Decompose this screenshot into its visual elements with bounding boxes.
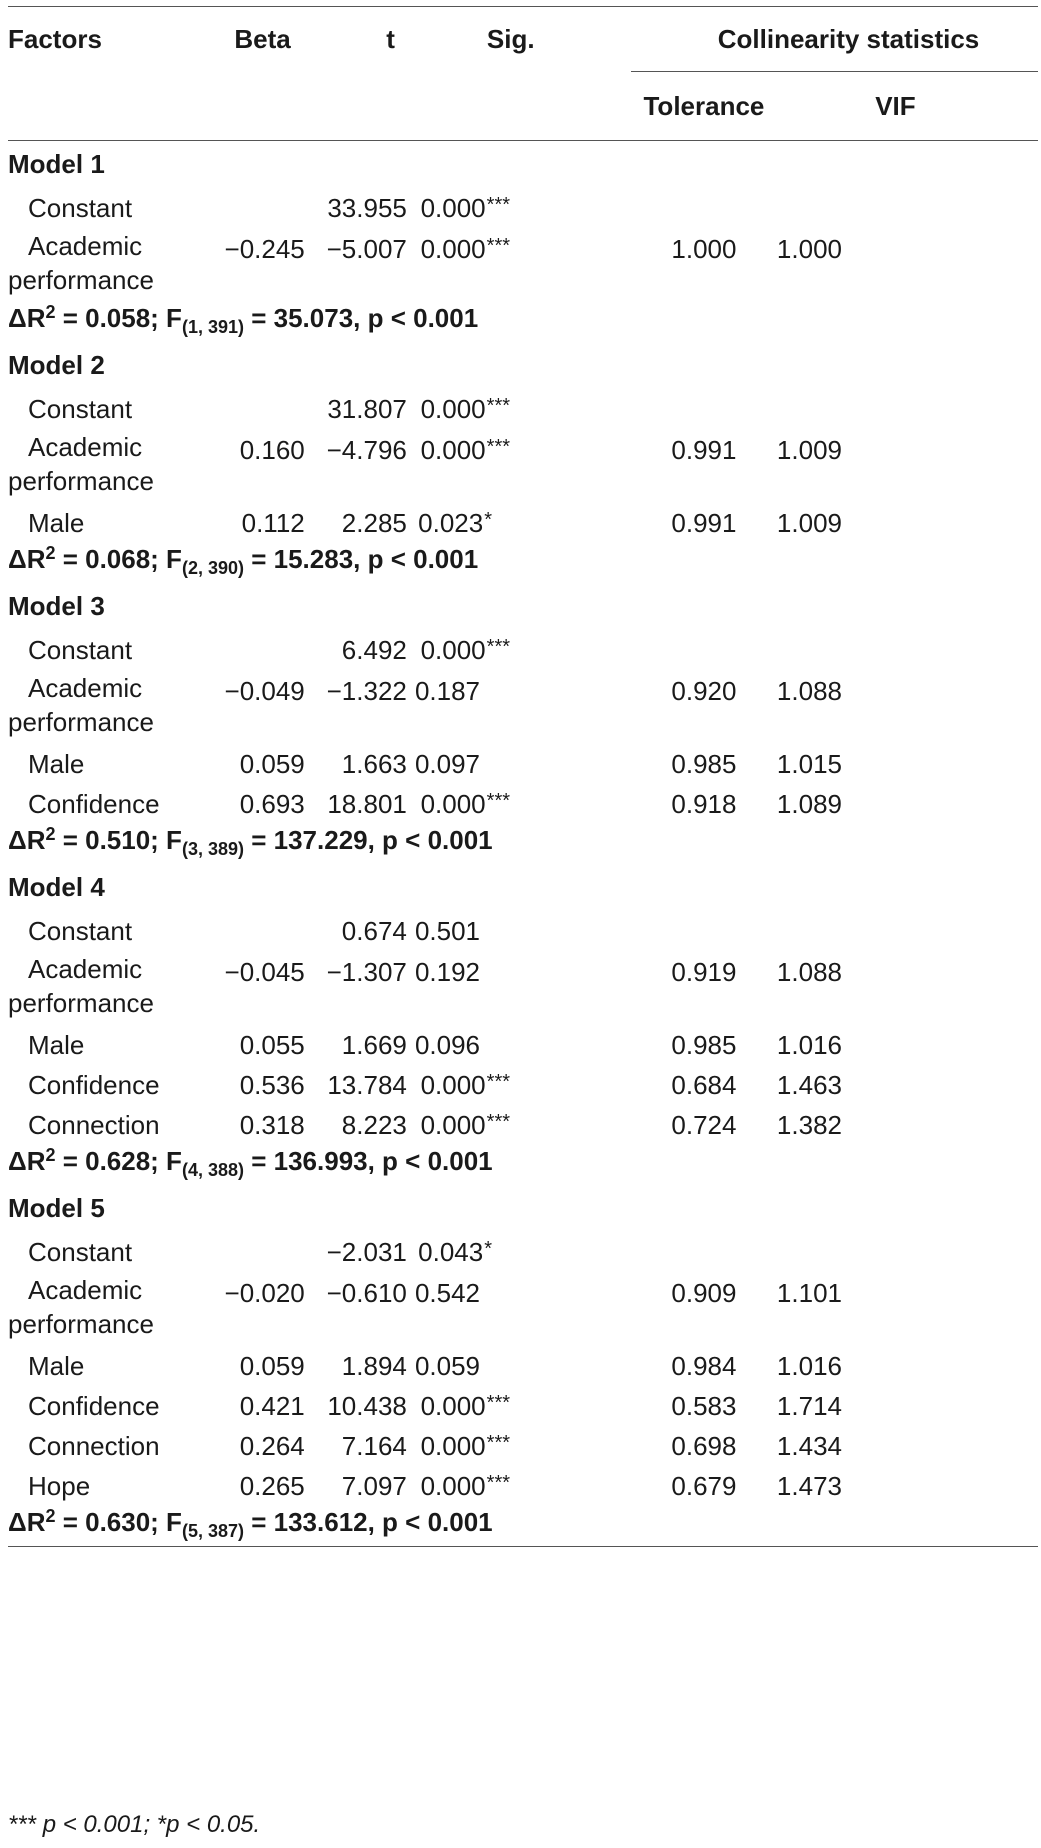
tolerance-cell <box>631 911 777 951</box>
t-cell: −1.307 <box>326 957 407 987</box>
model-title-row <box>8 583 1038 630</box>
model-title: Model 2 <box>8 350 105 380</box>
factor-cell <box>8 1105 200 1145</box>
r-squared-exponent: 2 <box>45 1145 56 1165</box>
significance-stars: *** <box>486 1391 511 1414</box>
sig-cell <box>407 951 631 1025</box>
model-title-row <box>8 1185 1038 1232</box>
table-row <box>8 670 1038 744</box>
table-row <box>8 744 1038 784</box>
factor-label: Male <box>28 1350 85 1381</box>
delta-r-label: ΔR <box>8 303 46 333</box>
vif-cell: 1.009 <box>776 507 842 538</box>
significance-stars: *** <box>486 635 511 658</box>
sig-value: 0.000 <box>420 393 486 424</box>
factor-label: Academic <box>28 432 143 462</box>
sig-value: 0.187 <box>414 676 481 706</box>
sig-value: 0.000 <box>420 234 486 264</box>
sig-value: 0.542 <box>414 1278 481 1308</box>
beta-cell: 0.318 <box>239 1109 305 1140</box>
sig-cell <box>407 503 631 543</box>
factor-label-continued: performance <box>8 265 154 295</box>
t-cell: −1.322 <box>326 676 407 706</box>
f-degrees-of-freedom: (5, 387) <box>181 1521 244 1541</box>
sig-cell <box>407 1025 631 1065</box>
tolerance-cell: 0.985 <box>671 748 737 779</box>
tolerance-cell: 0.985 <box>671 1029 737 1060</box>
beta-cell: 0.112 <box>241 507 305 538</box>
beta-cell <box>200 1232 305 1272</box>
vif-cell: 1.015 <box>776 748 842 779</box>
vif-cell: 1.101 <box>776 1278 842 1308</box>
t-cell: 2.285 <box>341 507 407 538</box>
tolerance-cell: 0.991 <box>671 435 737 465</box>
sig-cell <box>407 1346 631 1386</box>
vif-cell <box>777 1232 1038 1272</box>
significance-stars: *** <box>486 789 511 812</box>
f-statistic-value: = 133.612, p < 0.001 <box>244 1507 493 1537</box>
factor-label: Male <box>28 507 85 538</box>
model-summary <box>8 824 1038 864</box>
significance-stars: * <box>484 508 493 531</box>
t-cell: 1.663 <box>341 748 407 779</box>
table-row <box>8 503 1038 543</box>
factor-cell <box>8 1426 200 1466</box>
sig-cell <box>407 1272 631 1346</box>
beta-cell: 0.264 <box>239 1430 305 1461</box>
table-row <box>8 228 1038 302</box>
sig-value: 0.097 <box>414 748 481 779</box>
beta-cell: 0.055 <box>239 1029 305 1060</box>
sig-cell <box>407 389 631 429</box>
table-row <box>8 1346 1038 1386</box>
t-cell: −4.796 <box>326 435 407 465</box>
header-vif: VIF <box>875 90 916 121</box>
table-row <box>8 630 1038 670</box>
delta-r-label: ΔR <box>8 1507 46 1537</box>
factor-label: Constant <box>28 1236 133 1267</box>
table-footnote: *** p < 0.001; *p < 0.05. <box>8 1811 261 1838</box>
sig-cell <box>407 670 631 744</box>
delta-r-value: = 0.628; F <box>55 1146 182 1176</box>
sig-value: 0.000 <box>420 435 486 465</box>
sig-value: 0.000 <box>420 634 486 665</box>
table-row <box>8 951 1038 1025</box>
factor-cell <box>8 1466 200 1506</box>
beta-cell <box>200 630 305 670</box>
beta-cell: 0.265 <box>239 1470 305 1501</box>
t-cell: 33.955 <box>327 192 407 223</box>
t-cell: 7.097 <box>341 1470 407 1501</box>
table-row <box>8 1065 1038 1105</box>
sig-value: 0.000 <box>420 1069 486 1100</box>
factor-cell <box>8 1272 200 1346</box>
header-t: t <box>386 23 395 54</box>
factor-label: Hope <box>28 1470 91 1501</box>
sig-value: 0.000 <box>420 1109 486 1140</box>
t-cell: 18.801 <box>327 788 407 819</box>
sig-cell <box>407 429 631 503</box>
factor-cell <box>8 744 200 784</box>
delta-r-value: = 0.510; F <box>55 825 182 855</box>
vif-cell: 1.088 <box>776 676 842 706</box>
model-summary <box>8 1506 1038 1547</box>
f-degrees-of-freedom: (4, 388) <box>181 1160 244 1180</box>
model-title: Model 4 <box>8 872 105 902</box>
model-title-row <box>8 342 1038 389</box>
factor-cell <box>8 1065 200 1105</box>
sig-cell <box>407 1105 631 1145</box>
factor-cell <box>8 670 200 744</box>
model-title-row <box>8 141 1038 189</box>
factor-cell <box>8 389 200 429</box>
sig-cell <box>407 188 631 228</box>
r-squared-exponent: 2 <box>45 543 56 563</box>
tolerance-cell: 0.724 <box>671 1109 737 1140</box>
t-cell: 31.807 <box>327 393 407 424</box>
f-degrees-of-freedom: (1, 391) <box>181 317 244 337</box>
f-degrees-of-freedom: (3, 389) <box>181 839 244 859</box>
table-row <box>8 1466 1038 1506</box>
factor-cell <box>8 951 200 1025</box>
t-cell: 8.223 <box>341 1109 407 1140</box>
t-cell: 1.669 <box>341 1029 407 1060</box>
sig-cell <box>407 630 631 670</box>
f-statistic-value: = 15.283, p < 0.001 <box>244 544 479 574</box>
sig-cell <box>407 1065 631 1105</box>
factor-label: Connection <box>28 1430 160 1461</box>
header-factors: Factors <box>8 23 102 54</box>
vif-cell <box>777 188 1038 228</box>
table-row <box>8 1232 1038 1272</box>
beta-cell: −0.049 <box>224 676 305 706</box>
factor-cell <box>8 784 200 824</box>
sig-cell <box>407 228 631 302</box>
tolerance-cell: 0.583 <box>671 1390 737 1421</box>
significance-stars: * <box>484 1237 493 1260</box>
factor-label-continued: performance <box>8 988 154 1018</box>
tolerance-cell: 0.920 <box>671 676 737 706</box>
factor-label: Constant <box>28 915 133 946</box>
t-cell: 13.784 <box>327 1069 407 1100</box>
tolerance-cell: 0.684 <box>671 1069 737 1100</box>
vif-cell <box>777 630 1038 670</box>
significance-stars: *** <box>486 1070 511 1093</box>
sig-cell <box>407 911 631 951</box>
beta-cell: 0.160 <box>239 435 305 465</box>
vif-cell: 1.009 <box>776 435 842 465</box>
tolerance-cell <box>631 630 777 670</box>
header-row-1 <box>8 7 1038 72</box>
sig-value: 0.000 <box>420 1430 486 1461</box>
factor-label: Academic <box>28 1275 143 1305</box>
header-collinearity: Collinearity statistics <box>631 7 1038 72</box>
beta-cell: 0.536 <box>239 1069 305 1100</box>
factor-label: Confidence <box>28 1069 160 1100</box>
model-title-row <box>8 864 1038 911</box>
factor-label: Constant <box>28 393 133 424</box>
factor-label-continued: performance <box>8 707 154 737</box>
vif-cell: 1.089 <box>776 788 842 819</box>
tolerance-cell <box>631 1232 777 1272</box>
factor-cell <box>8 188 200 228</box>
significance-stars: *** <box>486 1471 511 1494</box>
beta-cell <box>200 188 305 228</box>
sig-value: 0.000 <box>420 192 486 223</box>
vif-cell: 1.434 <box>776 1430 842 1461</box>
significance-stars: *** <box>486 436 511 458</box>
t-cell: 7.164 <box>341 1430 407 1461</box>
t-cell: 1.894 <box>341 1350 407 1381</box>
sig-value: 0.043 <box>418 1236 484 1267</box>
vif-cell: 1.016 <box>776 1029 842 1060</box>
factor-cell <box>8 429 200 503</box>
model-summary-row <box>8 1506 1038 1547</box>
tolerance-cell: 0.991 <box>671 507 737 538</box>
vif-cell <box>777 389 1038 429</box>
sig-cell <box>407 1466 631 1506</box>
f-statistic-value: = 35.073, p < 0.001 <box>244 303 479 333</box>
regression-table <box>8 6 1038 1547</box>
factor-label: Male <box>28 1029 85 1060</box>
tolerance-cell: 0.698 <box>671 1430 737 1461</box>
table-row <box>8 1426 1038 1466</box>
f-degrees-of-freedom: (2, 390) <box>181 558 244 578</box>
significance-stars: *** <box>486 193 511 216</box>
factor-label-continued: performance <box>8 466 154 496</box>
tolerance-cell: 0.984 <box>671 1350 737 1381</box>
header-beta: Beta <box>234 23 291 54</box>
beta-cell: 0.059 <box>239 1350 305 1381</box>
table-row <box>8 429 1038 503</box>
beta-cell <box>200 911 305 951</box>
factor-label: Connection <box>28 1109 160 1140</box>
header-tolerance: Tolerance <box>643 90 765 121</box>
significance-stars: *** <box>486 394 511 417</box>
sig-value: 0.096 <box>414 1029 481 1060</box>
t-cell: 0.674 <box>341 915 407 946</box>
table-row <box>8 1272 1038 1346</box>
factor-label: Confidence <box>28 788 160 819</box>
factor-cell <box>8 1346 200 1386</box>
significance-stars: *** <box>486 235 511 257</box>
model-title: Model 1 <box>8 149 105 179</box>
delta-r-label: ΔR <box>8 825 46 855</box>
vif-cell: 1.714 <box>776 1390 842 1421</box>
sig-value: 0.023 <box>418 507 484 538</box>
sig-cell <box>407 784 631 824</box>
tolerance-cell <box>631 188 777 228</box>
model-summary <box>8 302 1038 342</box>
vif-cell: 1.473 <box>776 1470 842 1501</box>
sig-value: 0.000 <box>420 788 486 819</box>
table-row <box>8 1386 1038 1426</box>
significance-stars: *** <box>486 1110 511 1133</box>
factor-cell <box>8 630 200 670</box>
beta-cell: 0.059 <box>239 748 305 779</box>
factor-label-continued: performance <box>8 1309 154 1339</box>
factor-label: Confidence <box>28 1390 160 1421</box>
factor-cell <box>8 1386 200 1426</box>
table-row <box>8 389 1038 429</box>
tolerance-cell: 1.000 <box>671 234 737 264</box>
factor-label: Male <box>28 748 85 779</box>
factor-cell <box>8 503 200 543</box>
sig-value: 0.000 <box>420 1390 486 1421</box>
sig-cell <box>407 1426 631 1466</box>
vif-cell: 1.016 <box>776 1350 842 1381</box>
factor-label: Constant <box>28 634 133 665</box>
table-row <box>8 1025 1038 1065</box>
beta-cell <box>200 389 305 429</box>
t-cell: −0.610 <box>326 1278 407 1308</box>
beta-cell: 0.421 <box>239 1390 305 1421</box>
factor-cell <box>8 228 200 302</box>
table-row <box>8 911 1038 951</box>
beta-cell: −0.045 <box>224 957 305 987</box>
model-summary-row <box>8 824 1038 864</box>
vif-cell: 1.463 <box>776 1069 842 1100</box>
significance-stars: *** <box>486 1431 511 1454</box>
t-cell: −2.031 <box>326 1236 407 1267</box>
r-squared-exponent: 2 <box>45 824 56 844</box>
tolerance-cell: 0.909 <box>671 1278 737 1308</box>
sig-cell <box>407 1386 631 1426</box>
factor-cell <box>8 911 200 951</box>
table-body <box>8 141 1038 1547</box>
tolerance-cell: 0.679 <box>671 1470 737 1501</box>
table-row <box>8 188 1038 228</box>
model-summary <box>8 1145 1038 1185</box>
factor-label: Academic <box>28 231 143 261</box>
sig-cell <box>407 744 631 784</box>
delta-r-label: ΔR <box>8 1146 46 1176</box>
t-cell: −5.007 <box>326 234 407 264</box>
sig-value: 0.000 <box>420 1470 486 1501</box>
table-row <box>8 1105 1038 1145</box>
sig-value: 0.059 <box>414 1350 481 1381</box>
vif-cell: 1.088 <box>776 957 842 987</box>
tolerance-cell: 0.918 <box>671 788 737 819</box>
t-cell: 6.492 <box>341 634 407 665</box>
factor-label: Academic <box>28 673 143 703</box>
model-summary <box>8 543 1038 583</box>
tolerance-cell <box>631 389 777 429</box>
r-squared-exponent: 2 <box>45 302 56 322</box>
table-row <box>8 784 1038 824</box>
beta-cell: −0.245 <box>224 234 305 264</box>
model-summary-row <box>8 1145 1038 1185</box>
vif-cell <box>777 911 1038 951</box>
sig-value: 0.192 <box>414 957 481 987</box>
f-statistic-value: = 137.229, p < 0.001 <box>244 825 493 855</box>
f-statistic-value: = 136.993, p < 0.001 <box>244 1146 493 1176</box>
header-sig: Sig. <box>486 23 535 54</box>
model-summary-row <box>8 543 1038 583</box>
vif-cell: 1.000 <box>776 234 842 264</box>
t-cell: 10.438 <box>327 1390 407 1421</box>
delta-r-value: = 0.058; F <box>55 303 182 333</box>
factor-label: Constant <box>28 192 133 223</box>
factor-cell <box>8 1232 200 1272</box>
sig-value: 0.501 <box>414 915 481 946</box>
delta-r-value: = 0.068; F <box>55 544 182 574</box>
sig-cell <box>407 1232 631 1272</box>
beta-cell: −0.020 <box>224 1278 305 1308</box>
delta-r-label: ΔR <box>8 544 46 574</box>
tolerance-cell: 0.919 <box>671 957 737 987</box>
vif-cell: 1.382 <box>776 1109 842 1140</box>
model-summary-row <box>8 302 1038 342</box>
model-title: Model 5 <box>8 1193 105 1223</box>
factor-cell <box>8 1025 200 1065</box>
factor-label: Academic <box>28 954 143 984</box>
beta-cell: 0.693 <box>239 788 305 819</box>
r-squared-exponent: 2 <box>45 1506 56 1526</box>
delta-r-value: = 0.630; F <box>55 1507 182 1537</box>
model-title: Model 3 <box>8 591 105 621</box>
header-row-2 <box>8 72 1038 141</box>
